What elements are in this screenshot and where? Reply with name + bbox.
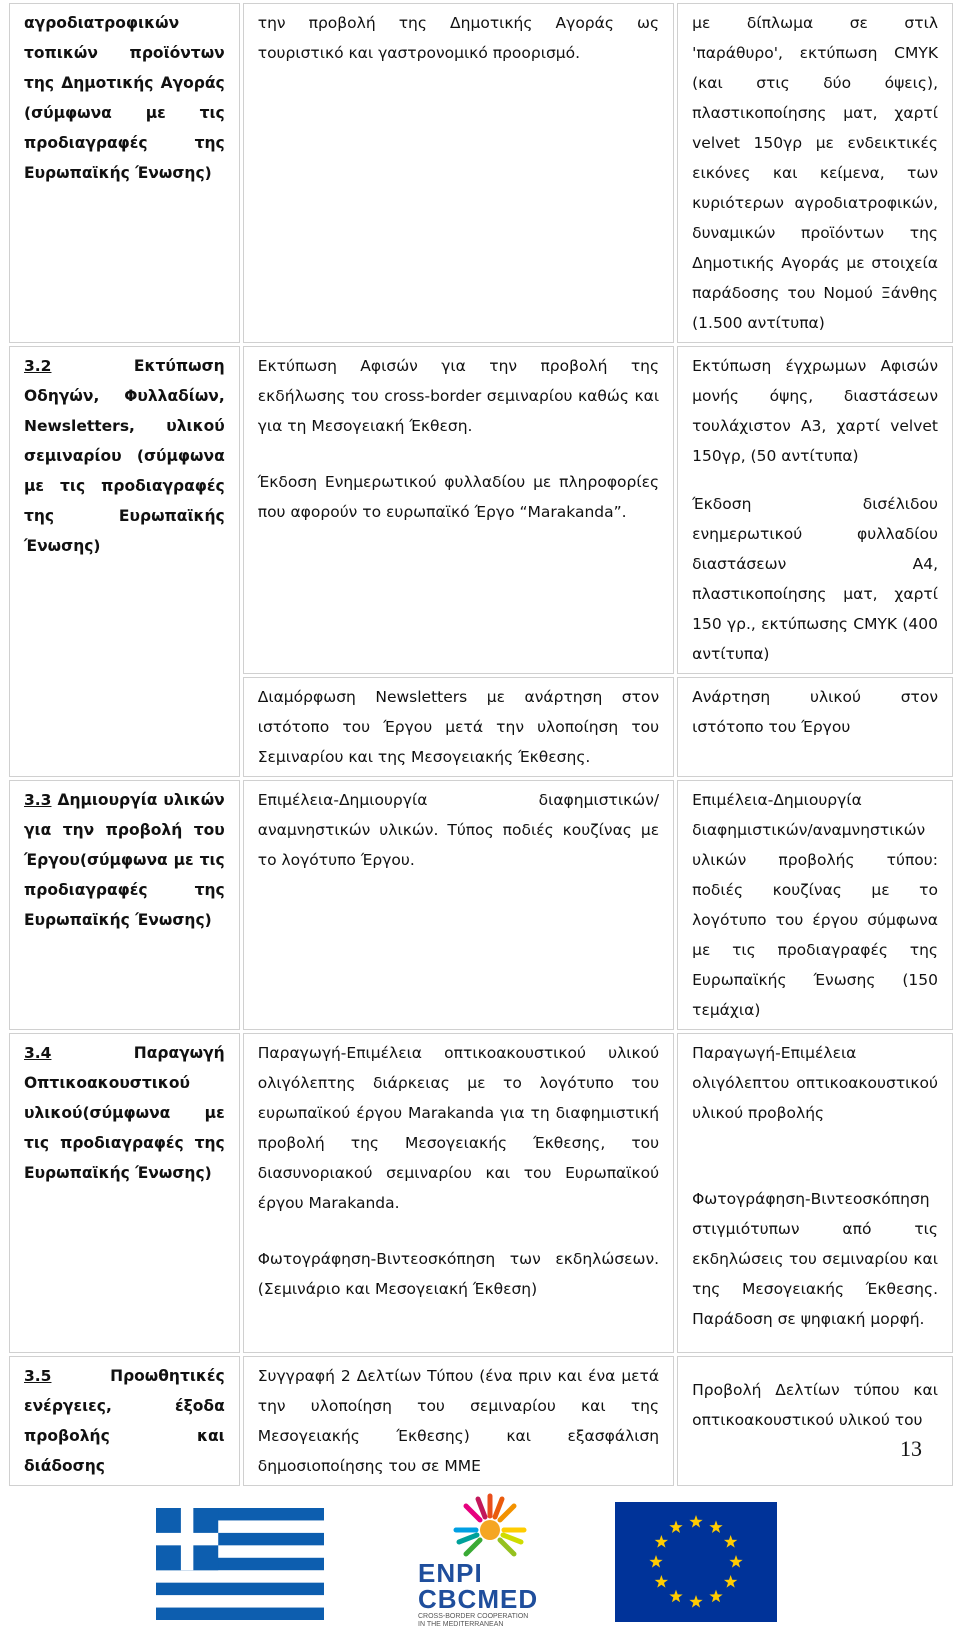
item-title-cell <box>9 1356 240 1486</box>
specification-text: Φωτογράφηση-Βιντεοσκόπηση στιγμιότυπων από τις εκδηλώσεις του σεμιναρίου και της Μεσογειακής Έκθεσης. Παράδοση σε ψηφιακή μορφή. <box>692 1190 938 1328</box>
item-title-cell <box>9 346 240 777</box>
item-number: 3.4 <box>24 1044 52 1062</box>
item-number: 3.3 <box>24 791 52 809</box>
specification-cell <box>677 346 953 674</box>
logo-subtitle-line1: CROSS-BORDER COOPERATION <box>418 1613 529 1620</box>
description-text: Φωτογράφηση-Βιντεοσκόπηση των εκδηλώσεων. (Σεμινάριο και Μεσογειακή Έκθεση) <box>257 1250 660 1298</box>
description-text: Εκτύπωση Αφισών για την προβολή της εκδήλωσης του cross-border σεμιναρίου καθώς και για τη Μεσογειακή Έκθεση. <box>257 357 660 435</box>
description-text: Διαμόρφωση Newsletters με ανάρτηση στον ιστότοπο του Έργου μετά την υλοποίηση του Σεμιναρίου και της Μεσογειακής Έκθεσης. <box>257 688 660 766</box>
description-cell <box>243 3 674 343</box>
item-title-cell <box>9 1033 240 1353</box>
item-title: Παραγωγή Οπτικοακουστικού υλικού(σύμφωνα με τις προδιαγραφές της Ευρωπαϊκής Ένωσης) <box>24 1044 225 1182</box>
item-number: 3.2 <box>24 357 52 375</box>
specification-cell <box>677 677 953 777</box>
table-row <box>9 1033 953 1353</box>
specification-cell <box>677 1356 953 1486</box>
description-cell <box>243 1356 674 1486</box>
table-row <box>9 346 953 674</box>
description-cell <box>243 677 674 777</box>
item-number: 3.5 <box>24 1367 52 1385</box>
specification-text: Εκτύπωση έγχρωμων Αφισών μονής όψης, διαστάσεων τουλάχιστον A3, χαρτί velvet 150γρ, (50 αντίτυπα) <box>692 357 938 465</box>
description-text: Παραγωγή-Επιμέλεια οπτικοακουστικού υλικού ολιγόλεπτης διάρκειας με το λογότυπο του ευρωπαϊκού έργου Marakanda για τη διαφημιστική προβολή της Μεσογειακής Έκθεσης, του διασυνοριακού σεμιναρίου και του Ευρωπαϊκού έργου Marakanda. <box>257 1044 660 1212</box>
specification-cell <box>677 1033 953 1353</box>
item-title: Εκτύπωση Οδηγών, Φυλλαδίων, Newsletters, υλικού σεμιναρίου (σύμφωνα με τις προδιαγραφές της Ευρωπαϊκής Ένωσης) <box>24 357 225 555</box>
eu-flag-icon <box>615 1502 777 1622</box>
specification-cell <box>677 780 953 1030</box>
page-number: 13 <box>900 1436 922 1461</box>
item-title-cell <box>9 780 240 1030</box>
logo-title-line1: ENPI <box>418 1558 483 1588</box>
item-title: Δημιουργία υλικών για την προβολή του Έργου(σύμφωνα με τις προδιαγραφές της Ευρωπαϊκής Ένωσης) <box>24 791 225 929</box>
description-cell <box>243 346 674 674</box>
description-text: Συγγραφή 2 Δελτίων Τύπου (ένα πριν και ένα μετά την υλοποίηση του σεμιναρίου και της Μεσογειακής Έκθεσης) και εξασφάλιση δημοσιοποίησης του σε ΜΜΕ <box>257 1367 660 1475</box>
table-row <box>9 780 953 1030</box>
specifications-table <box>6 0 956 1489</box>
logo-subtitle-line2: IN THE MEDITERRANEAN <box>418 1621 504 1628</box>
specification-text: Προβολή Δελτίων τύπου και οπτικοακουστικού υλικού του <box>692 1381 938 1429</box>
description-text: την προβολή της Δημοτικής Αγοράς ως τουριστικό και γαστρονομικό προορισμό. <box>257 14 660 62</box>
specification-text: με δίπλωμα σε στιλ 'παράθυρο', εκτύπωση CMYK (και στις δύο όψεις), πλαστικοποίησης ματ, χαρτί velvet 150γρ με ενδεικτικές εικόνες και κείμενα, των κυριότερων αγροδιατροφικών, δυναμικών προϊόντων της Δημοτικής Αγοράς με στοιχεία παράδοσης του Νομού Ξάνθης (1.500 αντίτυπα) <box>692 14 938 332</box>
greek-flag-icon <box>140 1508 340 1620</box>
description-cell <box>243 1033 674 1353</box>
table-row <box>9 1356 953 1486</box>
logo-title-line2: CBCMED <box>418 1584 539 1614</box>
specification-text: Έκδοση δισέλιδου ενημερωτικού φυλλαδίου διαστάσεων A4, πλαστικοποίησης ματ, χαρτί 150 γρ., εκτύπωσης CMYK (400 αντίτυπα) <box>692 495 938 663</box>
specification-cell <box>677 3 953 343</box>
footer-logos <box>0 1490 960 1626</box>
item-title: Προωθητικές ενέργειες, έξοδα προβολής και διάδοσης <box>24 1367 225 1475</box>
description-text: Επιμέλεια-Δημιουργία διαφημιστικών/αναμνηστικών υλικών. Τύπος ποδιές κουζίνας με το λογότυπο Έργου. <box>257 791 660 869</box>
specification-text: Ανάρτηση υλικού στον ιστότοπο του Έργου <box>692 688 938 736</box>
item-title-cell <box>9 3 240 343</box>
table-row <box>9 3 953 343</box>
item-title: αγροδιατροφικών τοπικών προϊόντων της Δημοτικής Αγοράς (σύμφωνα με τις προδιαγραφές της Ευρωπαϊκής Ένωσης) <box>24 14 225 182</box>
description-text: Έκδοση Ενημερωτικού φυλλαδίου με πληροφορίες που αφορούν το ευρωπαϊκό Έργο “Marakanda”. <box>257 473 660 521</box>
specification-text: Επιμέλεια-Δημιουργία διαφημιστικών/αναμνηστικών υλικών προβολής τύπου: ποδιές κουζίνας με το λογότυπο του έργου σύμφωνα με τις προδιαγραφές της Ευρωπαϊκής Ένωσης (150 τεμάχια) <box>692 791 938 1019</box>
specification-text: Παραγωγή-Επιμέλεια ολιγόλεπτου οπτικοακουστικού υλικού προβολής <box>692 1044 938 1122</box>
description-cell <box>243 780 674 1030</box>
